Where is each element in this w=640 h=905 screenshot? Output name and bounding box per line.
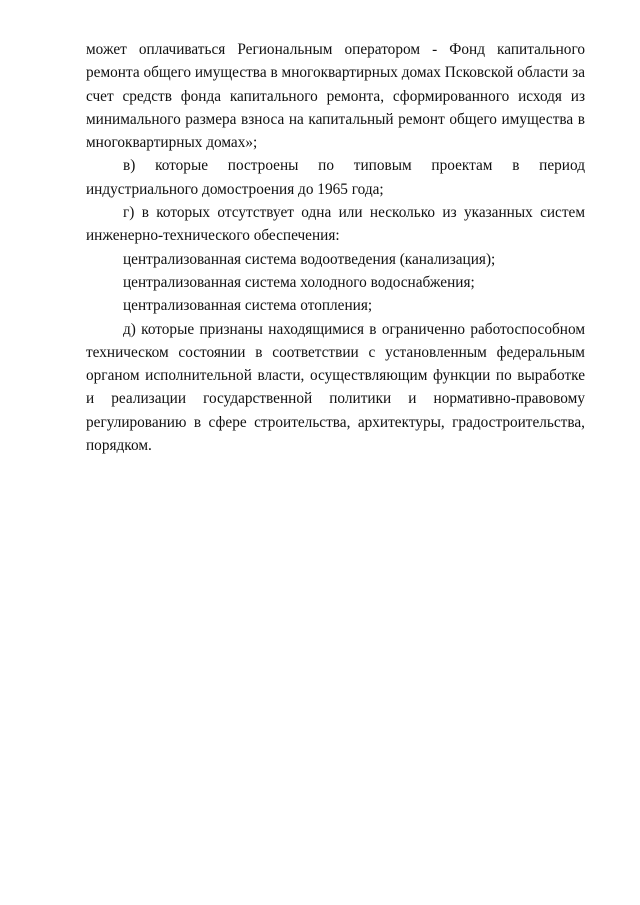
paragraph-continuation: может оплачиваться Региональным оператором - Фонд капитального ремонта общего имущества в многоквартирных домах Псковской области за счет средств фонда капитального ремонта, сформированного исходя из минимального размера взноса на капитальный ремонт общего имущества в многоквартирных домах»;	[86, 41, 585, 152]
paragraph-item-d: д) которые признаны находящимися в ограниченно работоспособном техническом состоянии в соответствии с установленным федеральным органом исполнительной власти, осуществляющим функции по выработке и реализации государственной политики и нормативно-правовому регулированию в сфере строительства, архитектуры, градостроительства, порядком.	[86, 320, 585, 455]
paragraph-item-g: г) в которых отсутствует одна или несколько из указанных систем инженерно-технического обеспечения:	[86, 204, 585, 245]
document-body	[86, 38, 585, 457]
list-item-cold-water: централизованная система холодного водоснабжения;	[123, 273, 475, 291]
paragraph-item-v: в) которые построены по типовым проектам в период индустриального домостроения до 1965 года;	[86, 157, 585, 198]
list-item-heating: централизованная система отопления;	[123, 297, 373, 315]
list-item-sewerage: централизованная система водоотведения (канализация);	[123, 250, 496, 268]
